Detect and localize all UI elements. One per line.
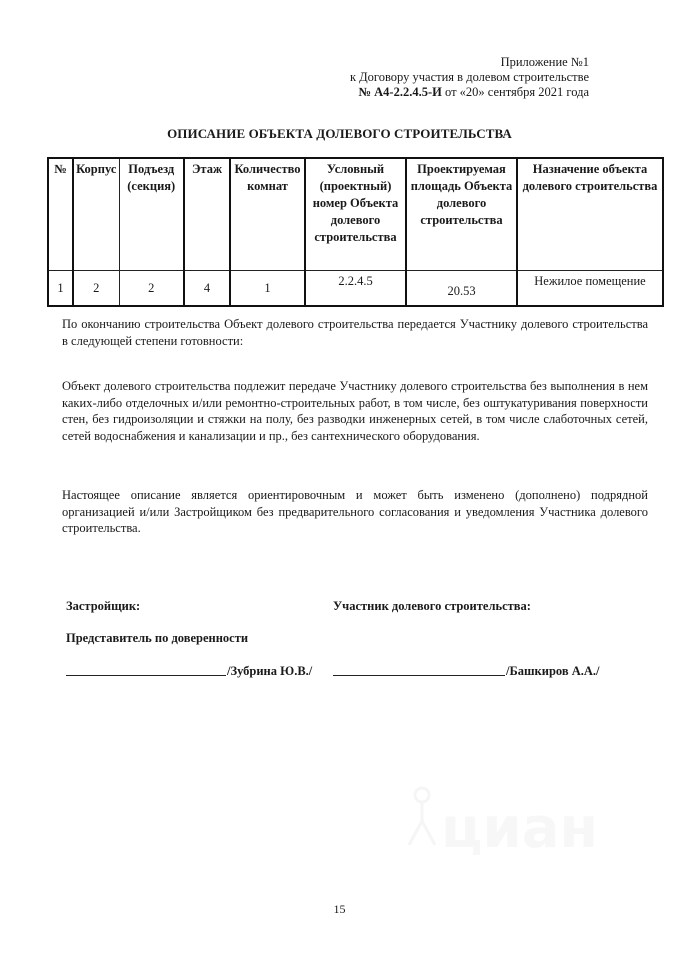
- paragraph-readiness-details: Объект долевого строительства подлежит передаче Участнику долевого строительства без выполнения в нем каких-либо отделочных и/или ремонтно-строительных работ, в том числе, без оштукатуривания поверхности стен, без гидроизоляции и стяжки на полу, без разводки инженерных сетей, в том числе слаботочных сетей, сетей водоснабжения и канализации и пр., без сантехнического оборудования.: [62, 379, 648, 443]
- representative-label: Представитель по доверенности: [66, 631, 249, 645]
- col-header-area: Проектируемая площадь Объекта долевого строительства: [406, 158, 517, 271]
- cell-number: 1: [48, 271, 73, 307]
- watermark: [405, 785, 605, 861]
- developer-name: /Зубрина Ю.В./: [227, 664, 313, 678]
- table-row: [48, 271, 663, 307]
- appendix-line-3: [350, 85, 589, 100]
- developer-label: Застройщик:: [66, 599, 141, 613]
- appendix-line-2: к Договору участия в долевом строительстве: [349, 70, 589, 84]
- table-header-row: [48, 158, 663, 271]
- cell-rooms: 1: [230, 271, 305, 307]
- col-header-conditional-number: Условный (проектный) номер Объекта долевого строительства: [305, 158, 406, 271]
- col-header-entrance: Подъезд (секция): [119, 158, 184, 271]
- cell-conditional-number: 2.2.4.5: [305, 271, 406, 307]
- location-pin-icon: [405, 785, 441, 864]
- col-header-number: №: [48, 158, 73, 271]
- col-header-purpose: Назначение объекта долевого строительства: [517, 158, 663, 271]
- paragraph-disclaimer: Настоящее описание является ориентировочным и может быть изменено (дополнено) подрядной организацией и/или Застройщиком без предварительного согласования и уведомления Участника долевого строительства.: [62, 488, 648, 535]
- cell-building: 2: [73, 271, 119, 307]
- watermark-text: циан: [441, 796, 599, 861]
- page-number: 15: [333, 902, 346, 916]
- appendix-line-1: Приложение №1: [500, 55, 589, 69]
- col-header-building: Корпус: [73, 158, 119, 271]
- appendix-header: [350, 55, 589, 100]
- contract-date: от «20» сентября 2021 года: [441, 85, 589, 99]
- object-table: [47, 157, 664, 307]
- col-header-floor: Этаж: [184, 158, 230, 271]
- cell-floor: 4: [184, 271, 230, 307]
- cell-purpose: Нежилое помещение: [517, 271, 663, 307]
- developer-signature-line: [66, 675, 226, 676]
- cell-area: 20.53: [406, 271, 517, 307]
- col-header-rooms: Количество комнат: [230, 158, 305, 271]
- cell-entrance: 2: [119, 271, 184, 307]
- paragraph-readiness-intro: По окончанию строительства Объект долевого строительства передается Участнику долевого строительства в следующей степени готовности:: [62, 317, 648, 348]
- participant-label: Участник долевого строительства:: [333, 599, 531, 613]
- document-title: ОПИСАНИЕ ОБЪЕКТА ДОЛЕВОГО СТРОИТЕЛЬСТВА: [167, 126, 512, 141]
- contract-number: № А4-2.2.4.5-И: [358, 85, 442, 99]
- participant-name: /Башкиров А.А./: [506, 664, 600, 678]
- participant-signature-line: [333, 675, 505, 676]
